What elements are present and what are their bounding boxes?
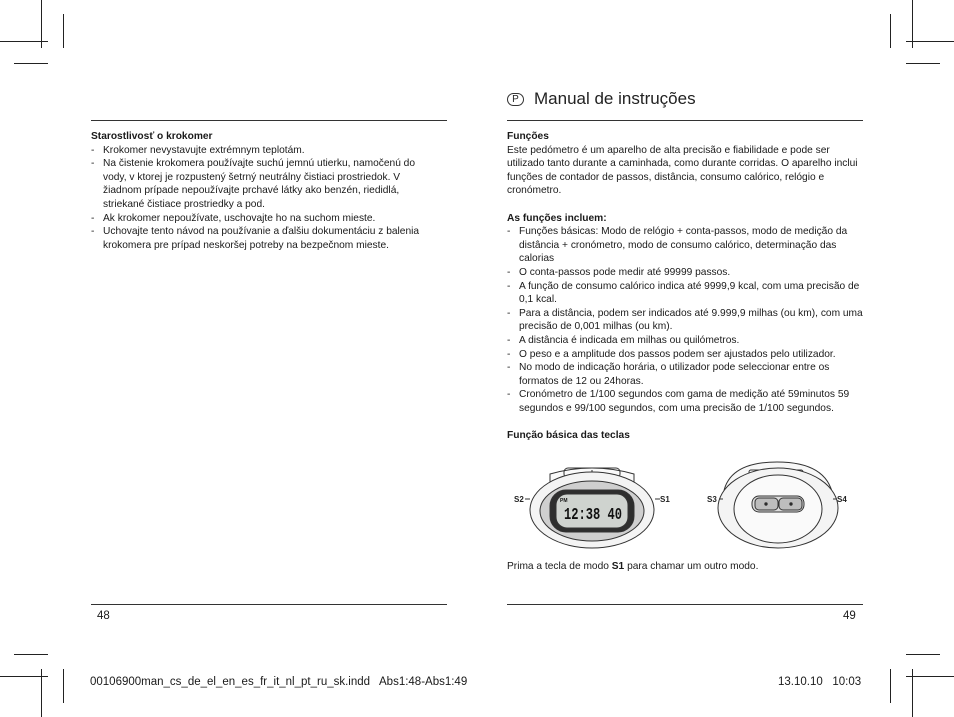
key-label-s1: S1 bbox=[660, 495, 670, 504]
right-top-rule bbox=[507, 120, 863, 121]
right-bottom-rule bbox=[507, 604, 863, 605]
key-label-s4: S4 bbox=[837, 495, 847, 504]
list-item: - Funções básicas: Modo de relógio + conta-passos, modo de medição da distância + cronómetro, modo de consumo calórico, determinação das calorias bbox=[507, 225, 863, 266]
paragraph: Prima a tecla de modo S1 para chamar um outro modo. bbox=[507, 561, 759, 572]
chapter-title-text: Manual de instruções bbox=[534, 89, 696, 108]
care-list bbox=[91, 144, 431, 253]
section-heading: Funções bbox=[507, 131, 549, 142]
left-bottom-rule bbox=[91, 604, 447, 605]
slug-datetime: 13.10.10 10:03 bbox=[778, 676, 862, 688]
key-name: S1 bbox=[611, 561, 625, 572]
key-label-s2: S2 bbox=[514, 495, 524, 504]
lcd-pm-indicator: PM bbox=[560, 498, 568, 504]
lcd-time-readout: 12:38 40 bbox=[564, 506, 622, 525]
section-heading: As funções incluem: bbox=[507, 212, 607, 224]
list-item: - No modo de indicação horária, o utilizador pode seleccionar entre os formatos de 12 ou 24horas. bbox=[507, 361, 863, 388]
chapter-title bbox=[507, 86, 696, 112]
left-column bbox=[91, 130, 431, 252]
page-number-right: 49 bbox=[843, 610, 856, 622]
list-item: - O peso e a amplitude dos passos podem ser ajustados pelo utilizador. bbox=[507, 348, 863, 362]
pedometer-front-illustration bbox=[510, 460, 675, 555]
list-item: - Ak krokomer nepoužívate, uschovajte ho na suchom mieste. bbox=[91, 212, 431, 226]
section-heading: Starostlivosť o krokomer bbox=[91, 131, 213, 142]
pedometer-back-illustration bbox=[705, 460, 855, 555]
list-item: - O conta-passos pode medir até 99999 passos. bbox=[507, 266, 863, 280]
list-item: - Na čistenie krokomera používajte suchú jemnú utierku, namočenú do vody, v ktorej je rozpustený šetrný neutrálny čistiaci prostriedok. V žiadnom prípade nepoužívajte prchavé látky ako benzén, riedidlá, striekané čistiace prostriedky a pod. bbox=[91, 157, 431, 211]
chapter-letter-badge: P bbox=[507, 93, 524, 106]
list-item: - Cronómetro de 1/100 segundos com gama de medição até 59minutos 59 segundos e 99/100 segundos, com uma precisão de 1/100 segundos. bbox=[507, 388, 863, 415]
key-instruction bbox=[507, 560, 863, 574]
list-item: - A função de consumo calórico indica até 9999,9 kcal, com uma precisão de 0,1 kcal. bbox=[507, 280, 863, 307]
list-item: - Para a distância, podem ser indicados até 9.999,9 milhas (ou km), com uma precisão de 0,001 milhas (ou km). bbox=[507, 307, 863, 334]
slug-filename: 00106900man_cs_de_el_en_es_fr_it_nl_pt_ru_sk.indd Abs1:48-Abs1:49 bbox=[90, 676, 468, 688]
right-column bbox=[507, 130, 863, 443]
key-label-s3: S3 bbox=[707, 495, 717, 504]
paragraph: Este pedómetro é um aparelho de alta precisão e fiabilidade e pode ser utilizado tanto durante a caminhada, como durante corridas. O aparelho inclui funções de contador de passos, distância, consumo calórico, relógio e cronómetro. bbox=[507, 144, 858, 197]
list-item: - A distância é indicada em milhas ou quilómetros. bbox=[507, 334, 863, 348]
section-heading: Função básica das teclas bbox=[507, 430, 630, 442]
list-item: - Uchovajte tento návod na používanie a ďalšiu dokumentáciu z balenia krokomera pre prípad neskoršej potreby na bezpečnom mieste. bbox=[91, 225, 431, 252]
features-list bbox=[507, 225, 863, 415]
left-top-rule bbox=[91, 120, 447, 121]
page-number-left: 48 bbox=[97, 610, 110, 622]
list-item: - Krokomer nevystavujte extrémnym teplotám. bbox=[91, 144, 431, 158]
